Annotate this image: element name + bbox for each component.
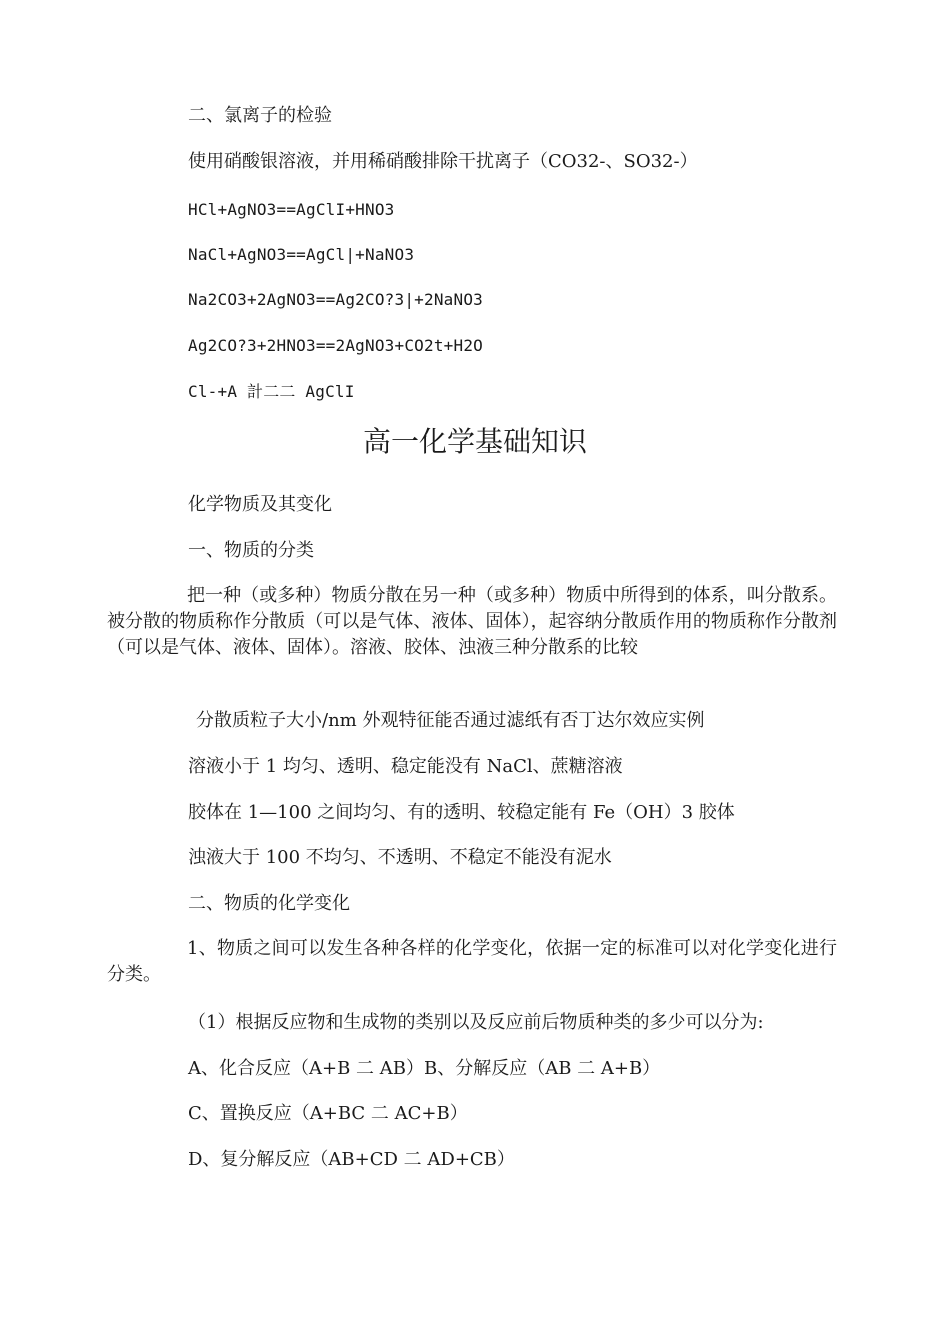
equation-line: HCl+AgNO3==AgClI+HNO3: [188, 200, 395, 219]
reaction-type-item: C、置换反应（A+BC 二 AC+B）: [188, 1103, 468, 1124]
page-title: 高一化学基础知识: [362, 425, 587, 458]
equation-line: Cl-+A 計二二 AgClI: [188, 382, 355, 401]
section-heading: 二、物质的化学变化: [188, 893, 350, 914]
chloride-test-heading: 二、氯离子的检验: [188, 105, 332, 126]
chapter-heading: 化学物质及其变化: [188, 494, 332, 515]
comparison-row: 溶液小于 1 均匀、透明、稳定能没有 NaCl、蔗糖溶液: [188, 756, 623, 777]
equation-line: Ag2CO?3+2HNO3==2AgNO3+CO2t+H2O: [188, 336, 483, 355]
section-heading: 一、物质的分类: [188, 540, 314, 561]
comparison-row: 胶体在 1—100 之间均匀、有的透明、较稳定能有 Fe（OH）3 胶体: [188, 802, 735, 823]
reaction-type-item: A、化合反应（A+B 二 AB）B、分解反应（AB 二 A+B）: [188, 1058, 661, 1079]
equation-line: NaCl+AgNO3==AgCl|+NaNO3: [188, 245, 415, 264]
comparison-row: 浊液大于 100 不均匀、不透明、不稳定不能没有泥水: [188, 847, 612, 868]
classification-intro: （1）根据反应物和生成物的类别以及反应前后物质种类的多少可以分为:: [188, 1012, 764, 1033]
chloride-test-intro: 使用硝酸银溶液，并用稀硝酸排除干扰离子（CO32-、SO32-）: [188, 151, 698, 172]
dispersion-paragraph: 把一种（或多种）物质分散在另一种（或多种）物质中所得到的体系，叫分散系。被分散的物质称作分散质（可以是气体、液体、固体），起容纳分散质作用的物质称作分散剂（可以是气体、液体、固体）。溶液、胶体、浊液三种分散系的比较: [107, 585, 837, 658]
comparison-table-header: 分散质粒子大小/nm 外观特征能否通过滤纸有否丁达尔效应实例: [196, 710, 705, 731]
reaction-type-item: D、复分解反应（AB+CD 二 AD+CB）: [188, 1149, 515, 1170]
equation-line: Na2CO3+2AgNO3==Ag2CO?3|+2NaNO3: [188, 290, 483, 309]
chemical-change-paragraph: 1、物质之间可以发生各种各样的化学变化，依据一定的标准可以对化学变化进行分类。: [107, 938, 837, 985]
